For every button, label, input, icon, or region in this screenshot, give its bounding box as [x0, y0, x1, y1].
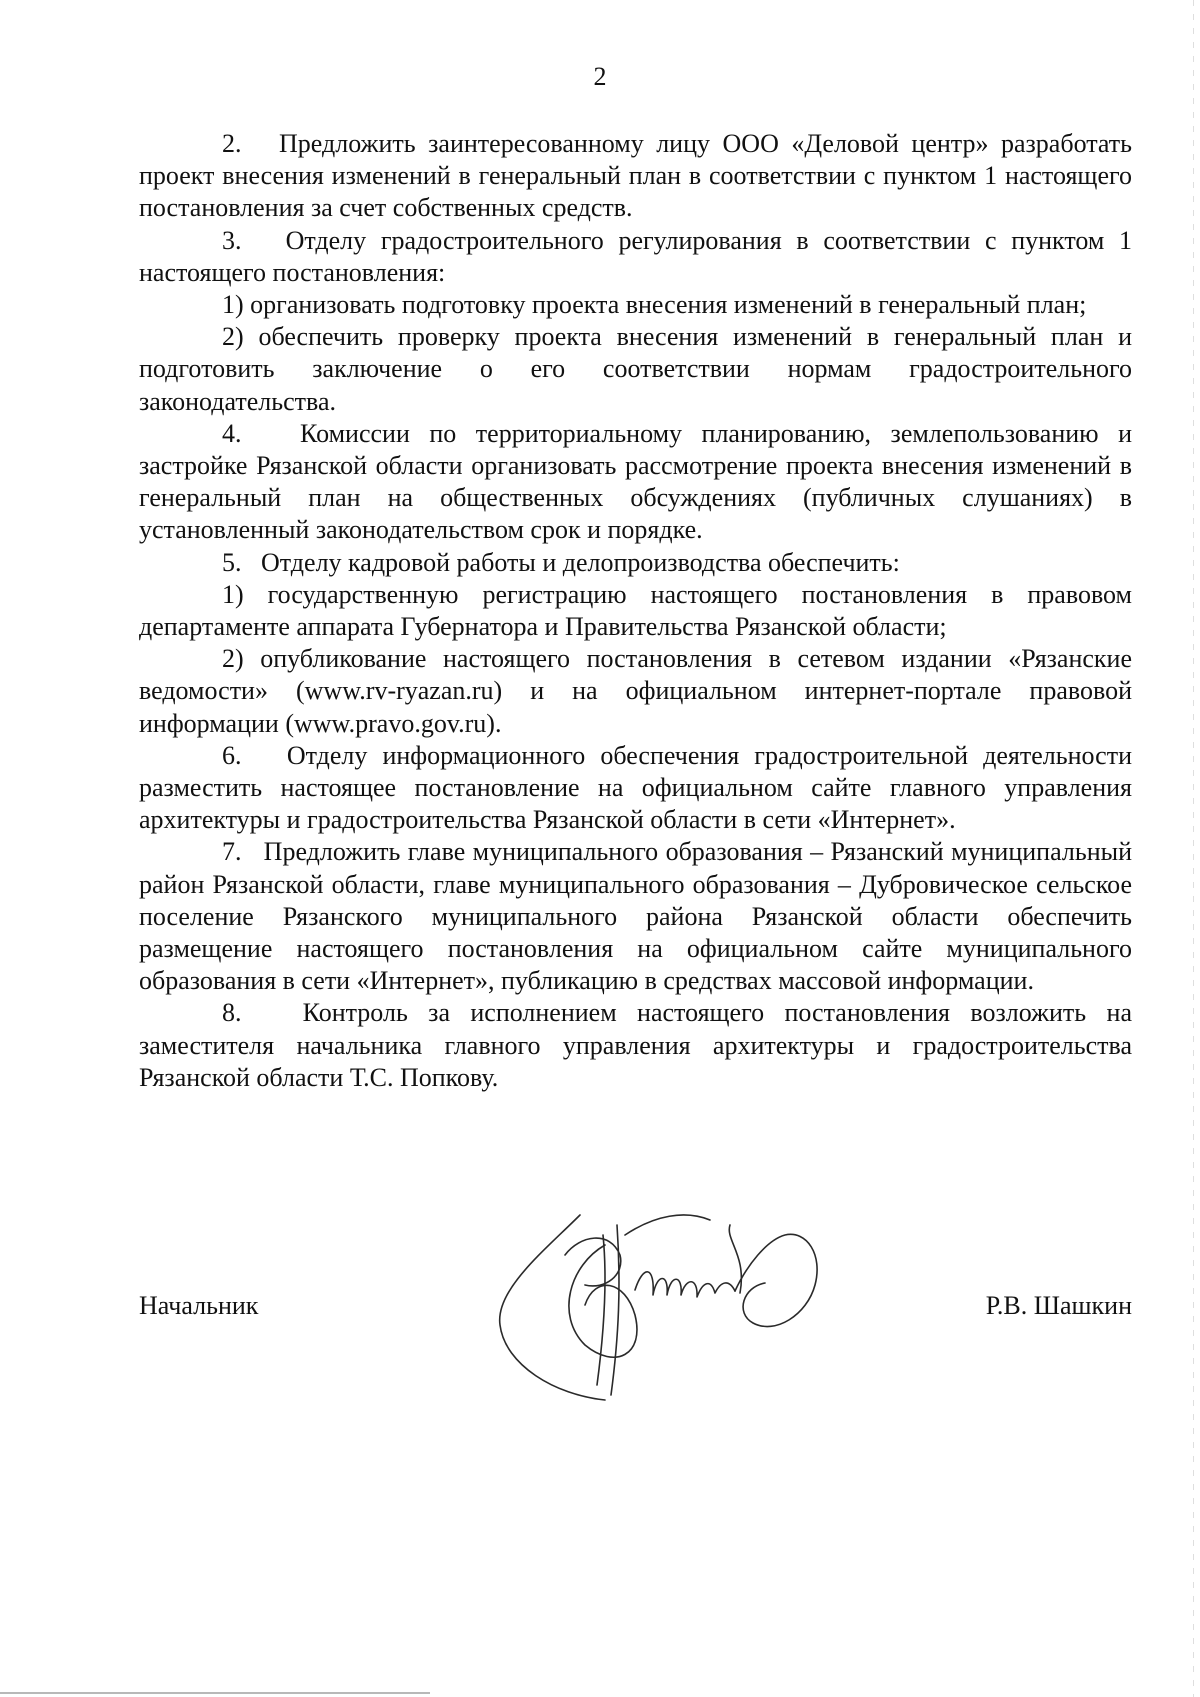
scan-bottom-line	[0, 1692, 430, 1694]
paragraph-item-5-subitem-1: 1) государственную регистрацию настоящего постановления в правовом департаменте аппарата Губернатора и Правительства Рязанской области;	[139, 579, 1132, 642]
paragraph-item-3: 3. Отделу градостроительного регулирования в соответствии с пунктом 1 настоящего постановления:	[139, 225, 1132, 287]
paragraph-item-6: 6. Отделу информационного обеспечения градостроительной деятельности разместить настоящее постановление на официальном сайте главного управления архитектуры и градостроительства Рязанской области в сети «Интернет».	[139, 740, 1132, 835]
paragraph-item-8: 8. Контроль за исполнением настоящего постановления возложить на заместителя начальника главного управления архитектуры и градостроительства Рязанской области Т.С. Попкову.	[139, 998, 1132, 1092]
signatory-name: Р.В. Шашкин	[985, 1291, 1132, 1320]
page-number: 2	[593, 62, 607, 91]
document-body	[139, 128, 1132, 1094]
signatory-position: Начальник	[139, 1291, 259, 1320]
scan-edge-line	[1193, 0, 1194, 1697]
handwritten-signature	[485, 1195, 865, 1405]
paragraph-item-2: 2. Предложить заинтересованному лицу ООО «Деловой центр» разработать проект внесения изменений в генеральный план в соответствии с пунктом 1 настоящего постановления за счет собственных средств.	[139, 129, 1132, 223]
paragraph-item-5-subitem-2: 2) опубликование настоящего постановления в сетевом издании «Рязанские ведомости» (www.rv-ryazan.ru) и на официальном интернет-портале правовой информации (www.pravo.gov.ru).	[139, 644, 1132, 738]
paragraph-item-7: 7. Предложить главе муниципального образования – Рязанский муниципальный район Рязанской области, главе муниципального образования – Дубровическое сельское поселение Рязанского муниципального района Рязанской области обеспечить размещение настоящего постановления на официальном сайте муниципального образования в сети «Интернет», публикацию в средствах массовой информации.	[139, 837, 1132, 996]
paragraph-item-5: 5. Отделу кадровой работы и делопроизводства обеспечить:	[222, 547, 900, 577]
paragraph-item-4: 4. Комиссии по территориальному планированию, землепользованию и застройке Рязанской области организовать рассмотрение проекта внесения изменений в генеральный план на общественных обсуждениях (публичных слушаниях) в установленный законодательством срок и порядке.	[139, 418, 1132, 545]
paragraph-item-3-subitem-1: 1) организовать подготовку проекта внесения изменений в генеральный план;	[222, 290, 1087, 320]
paragraph-item-3-subitem-2: 2) обеспечить проверку проекта внесения изменений в генеральный план и подготовить заключение о его соответствии нормам градостроительного законодательства.	[139, 322, 1132, 416]
